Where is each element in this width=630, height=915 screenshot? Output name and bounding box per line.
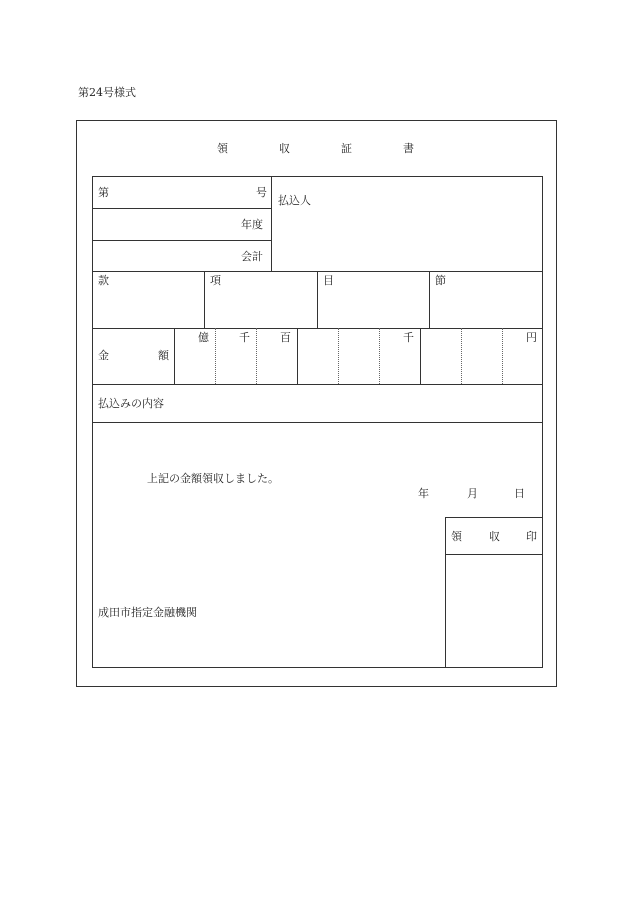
digit-divider-6 xyxy=(502,328,503,384)
header-divider xyxy=(271,176,272,272)
budget-bottom-line xyxy=(92,328,543,329)
title-char-1: 領 xyxy=(217,142,228,155)
stamp-box-divider xyxy=(445,554,543,555)
unit-sen-1: 千 xyxy=(239,331,250,344)
digit-divider-3 xyxy=(338,328,339,384)
digit-divider-5 xyxy=(461,328,462,384)
kou-label: 項 xyxy=(210,274,221,287)
number-prefix: 第 xyxy=(98,186,109,199)
budget-divider-1 xyxy=(204,271,205,329)
amount-label-divider xyxy=(174,328,175,384)
date-day: 日 xyxy=(514,487,525,500)
group-divider-2 xyxy=(420,328,421,384)
fiscal-year-label: 年度 xyxy=(241,218,263,231)
header-line-1 xyxy=(92,208,272,209)
number-suffix: 号 xyxy=(256,186,267,199)
receipt-statement: 上記の金額領収しました。 xyxy=(147,472,279,485)
content-bottom-line xyxy=(92,422,543,423)
unit-sen-2: 千 xyxy=(403,331,414,344)
amount-label-1: 金 xyxy=(98,349,109,362)
date-year: 年 xyxy=(418,487,429,500)
stamp-box-top xyxy=(445,517,543,518)
digit-divider-2 xyxy=(256,328,257,384)
payer-label: 払込人 xyxy=(278,194,311,207)
digit-divider-1 xyxy=(215,328,216,384)
budget-divider-2 xyxy=(317,271,318,329)
budget-divider-3 xyxy=(429,271,430,329)
unit-oku: 億 xyxy=(198,331,209,344)
title-char-3: 証 xyxy=(341,142,352,155)
setsu-label: 節 xyxy=(435,274,446,287)
unit-yen: 円 xyxy=(526,331,537,344)
designated-bank: 成田市指定金融機関 xyxy=(98,606,197,619)
amount-bottom-line xyxy=(92,384,543,385)
moku-label: 目 xyxy=(323,274,334,287)
stamp-box-left xyxy=(445,517,446,668)
form-number: 第24号様式 xyxy=(78,86,136,99)
date-month: 月 xyxy=(467,487,478,500)
content-label: 払込みの内容 xyxy=(98,397,164,410)
stamp-char-1: 領 xyxy=(451,530,462,543)
stamp-char-3: 印 xyxy=(526,530,537,543)
header-line-2 xyxy=(92,240,272,241)
account-label: 会計 xyxy=(241,250,263,263)
stamp-char-2: 収 xyxy=(489,530,500,543)
unit-hyaku: 百 xyxy=(280,331,291,344)
kan-label: 款 xyxy=(98,274,109,287)
group-divider-1 xyxy=(297,328,298,384)
amount-label-2: 額 xyxy=(158,349,169,362)
title-char-4: 書 xyxy=(403,142,414,155)
digit-divider-4 xyxy=(379,328,380,384)
title-char-2: 収 xyxy=(279,142,290,155)
